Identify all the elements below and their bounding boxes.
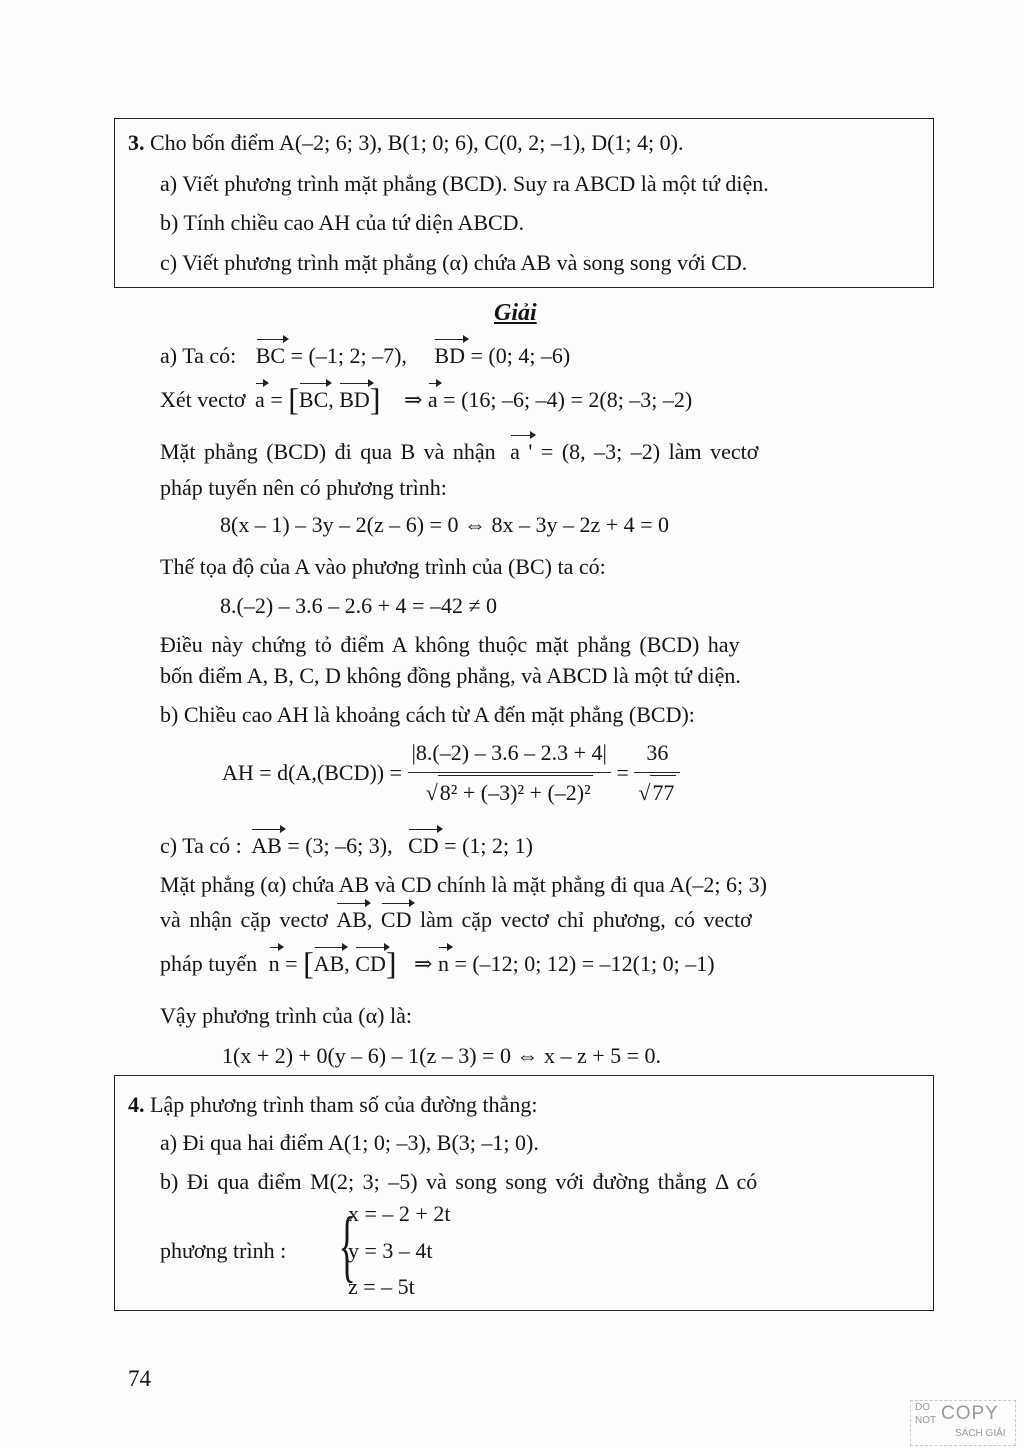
vector-bc: BC — [256, 341, 285, 371]
problem-3-statement — [128, 128, 683, 158]
text: = — [616, 760, 629, 785]
solution-line-8: Điều này chứng tỏ điểm A không thuộc mặt phẳng (BCD) hay — [160, 632, 740, 657]
text: = (16; –6; –4) = 2(8; –3; –2) — [443, 387, 693, 412]
system-eq-1: x = – 2 + 2t — [348, 1201, 451, 1226]
text: = — [270, 387, 283, 412]
solution-line-c3: và nhận cặp vectơ AB, CD làm cặp vectơ chỉ phương, có vectơ — [160, 905, 752, 935]
denominator: √77 — [634, 773, 680, 810]
text: = (3; –6; 3), — [287, 833, 393, 858]
vector-n: n — [269, 949, 280, 979]
text: c) Ta có : — [160, 833, 242, 858]
problem-text: Lập phương trình tham số của đường thẳng: — [150, 1092, 538, 1117]
numerator: |8.(–2) – 3.6 – 2.3 + 4| — [408, 736, 611, 773]
radicand: 8² + (–3)² + (–2)² — [438, 775, 593, 810]
watermark-sach: SÁCH GIẢI — [955, 1428, 1006, 1439]
solution-heading: Giải — [494, 300, 537, 326]
solution-line-4: pháp tuyến nên có phương trình: — [160, 475, 447, 500]
vector-a: a — [428, 385, 438, 415]
watermark-not: NOT — [915, 1415, 937, 1426]
page-number: 74 — [128, 1366, 151, 1391]
problem-3-part-a: a) Viết phương trình mặt phẳng (BCD). Suy ra ABCD là một tứ diện. — [160, 171, 769, 196]
bracket-right: ] — [369, 381, 381, 417]
problem-number: 3. — [128, 130, 145, 155]
solution-line-c6: 1(x + 2) + 0(y – 6) – 1(z – 3) = 0 ⇔ x – z + 5 = 0. — [222, 1043, 662, 1068]
solution-line-3 — [160, 437, 758, 467]
solution-line-1 — [160, 341, 570, 371]
fraction — [408, 736, 611, 810]
fraction — [634, 736, 680, 810]
problem-4-part-b: b) Đi qua điểm M(2; 3; –5) và song song với đường thẳng Δ có — [160, 1169, 758, 1194]
solution-line-6: Thế tọa độ của A vào phương trình của (BC) ta có: — [160, 554, 606, 579]
text: = (8, –3; –2) làm vectơ — [540, 439, 759, 464]
text: = (–12; 0; 12) = –12(1; 0; –1) — [454, 951, 715, 976]
problem-number: 4. — [128, 1092, 145, 1117]
system-eq-3: z = – 5t — [348, 1274, 415, 1299]
vector-bd: BD — [434, 341, 465, 371]
problem-4-statement — [128, 1090, 537, 1120]
solution-line-c4: pháp tuyến n = [AB, CD] ⇒ n = (–12; 0; 12) = –12(1; 0; –1) — [160, 945, 715, 981]
solution-line-10: b) Chiều cao AH là khoảng cách từ A đến mặt phẳng (BCD): — [160, 702, 695, 727]
brace: { — [338, 1202, 356, 1290]
watermark-copy: COPY — [941, 1403, 999, 1424]
solution-line-9: bốn điểm A, B, C, D không đồng phẳng, và ABCD là một tứ diện. — [160, 663, 741, 688]
vector-cd: CD — [355, 949, 386, 979]
problem-3-part-c: c) Viết phương trình mặt phẳng (α) chứa AB và song song với CD. — [160, 250, 748, 275]
text: pháp tuyến — [160, 951, 258, 976]
solution-line-2: Xét vectơ a = [BC, BD] ⇒ a = (16; –6; –4) = 2(8; –3; –2) — [160, 381, 693, 417]
problem-text: Cho bốn điểm A(–2; 6; 3), B(1; 0; 6), C(0, 2; –1), D(1; 4; 0). — [150, 130, 684, 155]
solution-line-c2: Mặt phẳng (α) chứa AB và CD chính là mặt phẳng đi qua A(–2; 6; 3) — [160, 872, 767, 897]
problem-4-system-label: phương trình : — [160, 1238, 287, 1263]
text: a) Ta có: — [160, 343, 237, 368]
solution-line-7: 8.(–2) – 3.6 – 2.6 + 4 = –42 ≠ 0 — [220, 593, 498, 618]
vector-bc: BC — [299, 385, 328, 415]
denominator: √8² + (–3)² + (–2)² — [408, 773, 611, 810]
vector-cd: CD — [381, 905, 412, 935]
ah-formula — [222, 736, 680, 810]
text: = (–1; 2; –7), — [290, 343, 407, 368]
vector-bd: BD — [339, 385, 370, 415]
solution-line-c5: Vậy phương trình của (α) là: — [160, 1003, 412, 1028]
text: AH = d(A,(BCD)) = — [222, 760, 403, 785]
vector-a-prime: a ' — [510, 437, 532, 467]
implies-symbol: ⇒ — [403, 387, 423, 412]
text: và nhận cặp vectơ — [160, 907, 328, 932]
text: Mặt phẳng (BCD) đi qua B và nhận — [160, 439, 496, 464]
problem-4-part-a: a) Đi qua hai điểm A(1; 0; –3), B(3; –1; 0). — [160, 1130, 539, 1155]
solution-line-5: 8(x – 1) – 3y – 2(z – 6) = 0 ⇔ 8x – 3y – 2z + 4 = 0 — [220, 512, 670, 537]
vector-cd: CD — [408, 831, 439, 861]
text: = (1; 2; 1) — [444, 833, 533, 858]
solution-line-c1 — [160, 831, 533, 861]
watermark-logo — [910, 1400, 1016, 1446]
bracket-right: ] — [385, 945, 397, 981]
vector-n: n — [438, 949, 449, 979]
watermark-do: DO — [915, 1402, 930, 1413]
bracket-left: [ — [303, 945, 314, 981]
text: làm cặp vectơ chỉ phương, có vectơ — [419, 907, 752, 932]
vector-ab: AB — [336, 905, 367, 935]
implies-symbol: ⇒ — [414, 951, 433, 976]
text: Xét vectơ — [160, 387, 246, 412]
vector-ab: AB — [314, 949, 345, 979]
system-eq-2: y = 3 – 4t — [348, 1238, 433, 1263]
vector-a: a — [255, 385, 265, 415]
text: = — [285, 951, 298, 976]
bracket-left: [ — [288, 381, 299, 417]
numerator: 36 — [634, 736, 680, 773]
vector-ab: AB — [251, 831, 282, 861]
radicand: 77 — [650, 775, 676, 810]
text: = (0; 4; –6) — [470, 343, 571, 368]
problem-3-part-b: b) Tính chiều cao AH của tứ diện ABCD. — [160, 210, 525, 235]
